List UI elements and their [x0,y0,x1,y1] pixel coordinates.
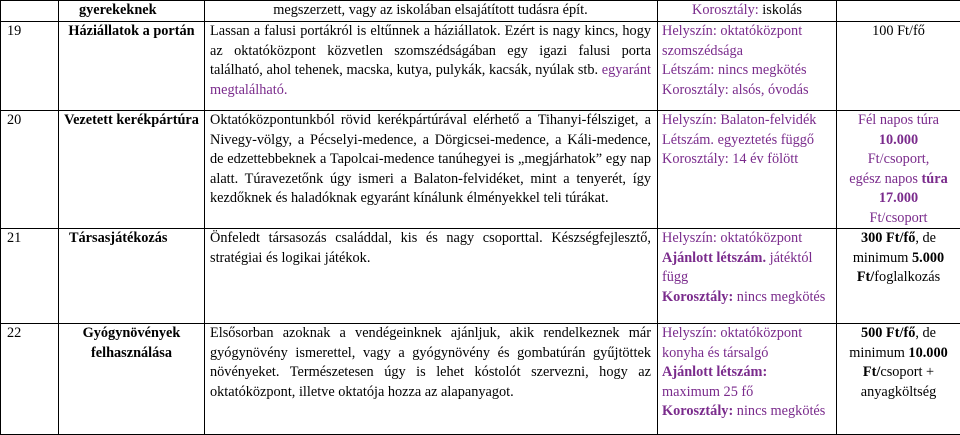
table-row [1,229,960,324]
table-row [1,1,960,22]
price-line: 5.000 [912,250,944,266]
count-value: maximum 25 fő [662,383,832,403]
price-line: fő [903,325,915,341]
price-line: 17.000 [841,189,956,209]
location-value: oktatóközpont konyha és társalgó [662,325,802,361]
count-label: Ajánlott létszám: [662,363,832,383]
program-description: Oktatóközpontunkból rövid kerékpártúrával elérhető a Tihanyi-félsziget, a Nivegy-völgy, a Pécselyi-medence, a Dörgicsei-medence, a Káli-medence, de edzettebbeknek a Tapolcai-medence tanúhegyei is „megjárhatok” egy nap alatt. Túravezetőnk úgy ismeri a Balaton-felvidéket, mint a tenyerét, így kezdőknek és haladóknak egyaránt kínálunk élményekkel teli túrákat. [205,111,658,229]
program-price [837,229,960,324]
count-label: Létszám: [662,62,714,78]
age-label: Korosztály: [662,82,729,98]
price-line: , de [915,325,936,341]
program-price [837,324,960,435]
program-name: gyerekeknek [59,1,205,22]
program-details [658,229,837,324]
row-number [1,1,59,22]
program-description: megszerzett, vagy az iskolában elsajátított tudásra épít. [205,1,658,22]
row-number: 20 [1,111,59,229]
price-line: 500 Ft/ [861,325,904,341]
price-line: Ft/csoport, [841,150,956,170]
row-number: 21 [1,229,59,324]
description-highlight: egyaránt megtalálható. [210,62,651,98]
program-price [837,111,960,229]
age-value: 14 év fölött [732,151,798,167]
location-label: Helyszín: [662,230,717,246]
price-line: Ft/ [857,269,874,285]
age-value: nincs megkötés [737,289,826,305]
count-label: Létszám. [662,132,714,148]
age-value: iskolás [762,2,802,18]
count-label: Ajánlott létszám. [662,250,766,266]
program-details [658,111,837,229]
program-description: Elsősorban azoknak a vendégeinknek ajánljuk, akik rendelkeznek már gyógynövény ismerettel, vagy a gyógynövény és gombatúrán gyűjtöttek növényeket. Természetesen úgy is lehet kóstolót szervezni, hogy az oktatóközpont, illetve oktatója hozza az alapanyagot. [205,324,658,435]
location-label: Helyszín: [662,112,717,128]
program-description: Önfeledt társasozás családdal, kis és nagy csoporttal. Készségfejlesztő, stratégiai és logikai játékok. [205,229,658,324]
age-label: Korosztály: [662,403,733,419]
price-line: Ft/ [863,364,880,380]
price-line: fő [903,230,915,246]
age-label: Korosztály: [692,2,759,18]
program-details [658,1,837,22]
table-row [1,111,960,229]
program-price [837,1,960,22]
row-number: 19 [1,22,59,111]
program-name: Háziállatok a portán [59,22,205,111]
location-label: Helyszín: [662,325,717,341]
age-label: Korosztály: [662,151,729,167]
price-line: Fél napos túra [841,111,956,131]
price-line: csoport + [880,364,934,380]
age-value: nincs megkötés [737,403,826,419]
program-name: Vezetett kerékpártúra [59,111,205,229]
location-value: Balaton-felvidék [720,112,816,128]
count-value: játéktól függ [662,250,813,286]
description-text: Lassan a falusi portákról is eltűnnek a háziállatok. Ezért is nagy kincs, hogy az oktatóközpont közvetlen szomszédságában egy igazi falusi porta található, ahol tehenek, macska, kutya, pulykák, kacsák, nyúlak stb. [210,23,651,78]
age-label: Korosztály: [662,289,733,305]
program-name: Társasjátékozás [59,229,205,324]
price-line: foglalkozás [874,269,940,285]
price-line: 10.000 [841,131,956,151]
price-line: 10.000 [908,345,947,361]
price-line: anyagköltség [841,383,956,403]
table-row [1,324,960,435]
price-line: Ft/csoport [841,209,956,229]
program-details [658,22,837,111]
program-details [658,324,837,435]
row-number: 22 [1,324,59,435]
price-line: 300 Ft/ [861,230,904,246]
program-description [205,22,658,111]
location-label: Helyszín: [662,23,717,39]
price-line: , de [915,230,936,246]
count-value: egyeztetés függő [718,132,814,148]
price-line: minimum [853,250,909,266]
count-value: nincs megkötés [718,62,807,78]
price-line: egész napos [849,171,918,187]
location-value: oktatóközpont szomszédsága [662,23,802,59]
table-row [1,22,960,111]
location-value: oktatóközpont [720,230,802,246]
program-price: 100 Ft/fő [837,22,960,111]
age-value: alsós, óvodás [732,82,808,98]
price-line: minimum [849,345,905,361]
program-name: Gyógynövények felhasználása [59,324,205,435]
price-line: túra [922,171,948,187]
